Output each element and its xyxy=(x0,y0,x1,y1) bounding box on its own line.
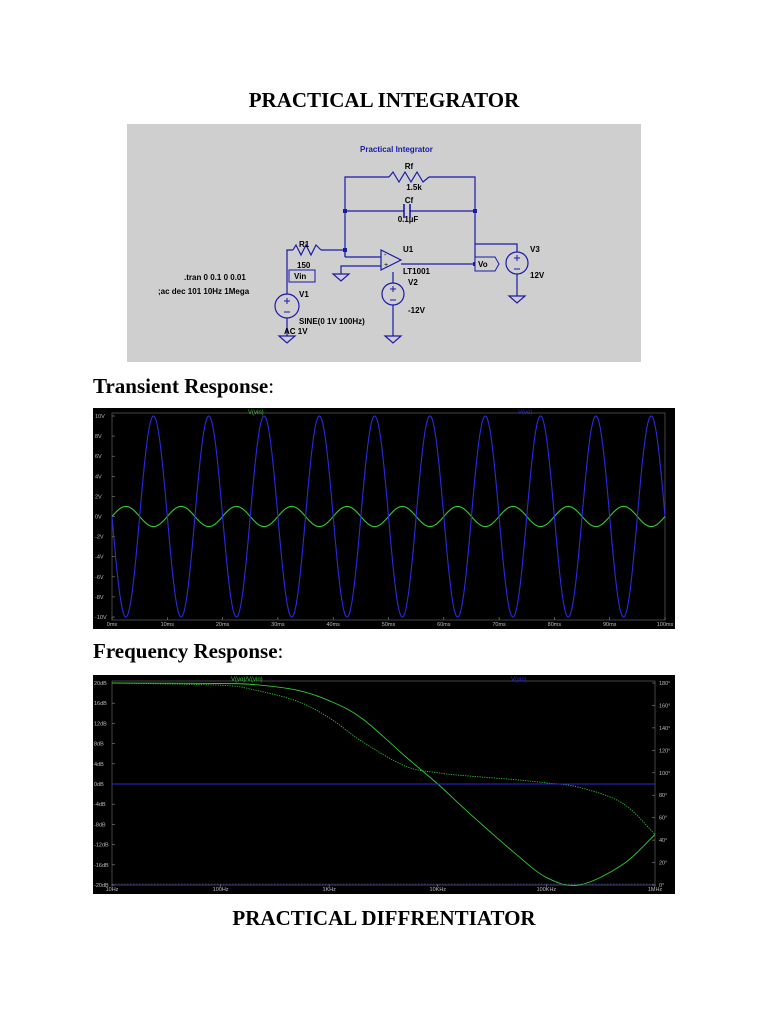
transient-plot xyxy=(93,408,675,629)
rf-value: 1.5k xyxy=(406,183,422,192)
v2-name: V2 xyxy=(408,278,418,287)
frequency-y-tick-label: -12dB xyxy=(94,842,109,849)
transient-x-tick-label: 80ms xyxy=(547,622,562,628)
cf-value: 0.1µF xyxy=(397,215,419,224)
vo-label: Vo xyxy=(478,260,488,269)
frequency-plot xyxy=(93,675,675,894)
integrator-heading: PRACTICAL INTEGRATOR xyxy=(248,88,520,112)
transient-y-tick-label: -8V xyxy=(95,594,104,601)
v1-name: V1 xyxy=(299,290,309,299)
u1-part: LT1001 xyxy=(403,267,430,276)
frequency-x-tick-label: 100KHz xyxy=(536,887,557,893)
frequency-y2-tick-label: 40° xyxy=(659,838,668,845)
schematic-svg xyxy=(127,124,641,362)
frequency-heading xyxy=(93,639,283,664)
transient-legend-vin: V(vin) xyxy=(248,410,264,416)
frequency-x-tick-label: 10Hz xyxy=(105,887,119,893)
transient-heading-text: Transient Response xyxy=(93,374,269,398)
r1-value: 150 xyxy=(297,261,311,270)
frequency-legend-magnitude: V(vo)/V(vin) xyxy=(231,677,263,683)
transient-x-tick-label: 0ms xyxy=(106,622,118,628)
frequency-plot-background xyxy=(93,675,675,894)
frequency-plot-svg xyxy=(93,675,675,894)
directive-tran: .tran 0 0.1 0 0.01 xyxy=(184,273,246,282)
v3-value: 12V xyxy=(530,271,545,280)
frequency-y-tick-label: 12dB xyxy=(94,721,107,728)
frequency-heading-colon: : xyxy=(277,639,284,663)
transient-x-tick-label: 70ms xyxy=(492,622,506,628)
transient-y-tick-label: -6V xyxy=(95,574,104,581)
schematic-background xyxy=(127,124,641,362)
transient-y-tick-label: -10V xyxy=(95,615,107,621)
frequency-heading-text: Frequency Response xyxy=(93,639,278,663)
schematic-figure xyxy=(127,124,641,362)
v1-value: SINE(0 1V 100Hz) xyxy=(299,317,365,326)
transient-heading xyxy=(93,374,274,399)
opamp-minus-sign: - xyxy=(384,252,387,259)
frequency-x-tick-label: 10KHz xyxy=(429,887,447,893)
frequency-y2-tick-label: 60° xyxy=(659,815,668,822)
transient-plot-background xyxy=(93,408,675,629)
frequency-y-tick-label: 20dB xyxy=(94,681,107,687)
v2-value: -12V xyxy=(408,306,425,315)
frequency-y2-tick-label: 120° xyxy=(659,748,671,755)
u1-name: U1 xyxy=(403,245,414,254)
frequency-y-tick-label: 16dB xyxy=(94,701,107,708)
frequency-x-tick-label: 1KHz xyxy=(322,887,336,893)
directive-ac: ;ac dec 101 10Hz 1Mega xyxy=(158,287,250,296)
rf-name: Rf xyxy=(404,162,414,171)
schematic-title: Practical Integrator xyxy=(360,145,433,154)
frequency-y-tick-label: -16dB xyxy=(94,862,109,869)
frequency-y2-tick-label: 20° xyxy=(659,860,668,867)
transient-y-tick-label: 6V xyxy=(95,454,102,461)
frequency-x-tick-label: 1MHz xyxy=(647,887,663,893)
frequency-y-tick-label: -8dB xyxy=(94,822,106,829)
frequency-y2-tick-label: 160° xyxy=(659,703,671,710)
v3-name: V3 xyxy=(530,245,540,254)
frequency-y2-tick-label: 100° xyxy=(659,770,671,777)
transient-legend-vo: V(vo) xyxy=(518,410,533,416)
frequency-y2-tick-label: 140° xyxy=(659,725,671,732)
transient-y-tick-label: 0V xyxy=(95,514,102,521)
transient-y-tick-label: 4V xyxy=(95,474,102,481)
frequency-y-tick-label: -4dB xyxy=(94,802,106,809)
transient-x-tick-label: 20ms xyxy=(215,622,230,628)
cf-name: Cf xyxy=(404,196,414,205)
frequency-y2-tick-label: 180° xyxy=(659,681,671,687)
transient-x-tick-label: 50ms xyxy=(381,622,396,628)
transient-x-tick-label: 40ms xyxy=(326,622,340,628)
frequency-y2-tick-label: 80° xyxy=(659,793,668,800)
transient-y-tick-label: 2V xyxy=(95,494,102,501)
transient-heading-colon: : xyxy=(268,374,275,398)
r1-name: R1 xyxy=(299,240,310,249)
frequency-y2-tick-label: 0° xyxy=(659,883,665,889)
frequency-y-tick-label: 0dB xyxy=(94,782,104,788)
vin-label: Vin xyxy=(294,272,307,281)
frequency-legend-vin: V(vin) xyxy=(511,677,527,683)
opamp-plus-sign: + xyxy=(384,262,389,269)
transient-x-tick-label: 30ms xyxy=(271,622,285,628)
transient-y-tick-label: 10V xyxy=(95,414,105,420)
transient-y-tick-label: 8V xyxy=(95,434,102,441)
differentiator-heading: PRACTICAL DIFFRENTIATOR xyxy=(232,906,536,930)
transient-y-tick-label: -2V xyxy=(95,534,104,541)
transient-x-tick-label: 100ms xyxy=(656,622,674,628)
v1-ac: AC 1V xyxy=(284,327,308,336)
frequency-y-tick-label: 8dB xyxy=(94,741,104,748)
frequency-y-tick-label: -20dB xyxy=(94,883,109,889)
transient-x-tick-label: 60ms xyxy=(437,622,451,628)
frequency-x-tick-label: 100Hz xyxy=(212,887,229,893)
transient-y-tick-label: -4V xyxy=(95,554,104,561)
transient-x-tick-label: 10ms xyxy=(160,622,175,628)
frequency-y-tick-label: 4dB xyxy=(94,761,104,768)
transient-x-tick-label: 90ms xyxy=(602,622,617,628)
transient-plot-svg xyxy=(93,408,675,629)
